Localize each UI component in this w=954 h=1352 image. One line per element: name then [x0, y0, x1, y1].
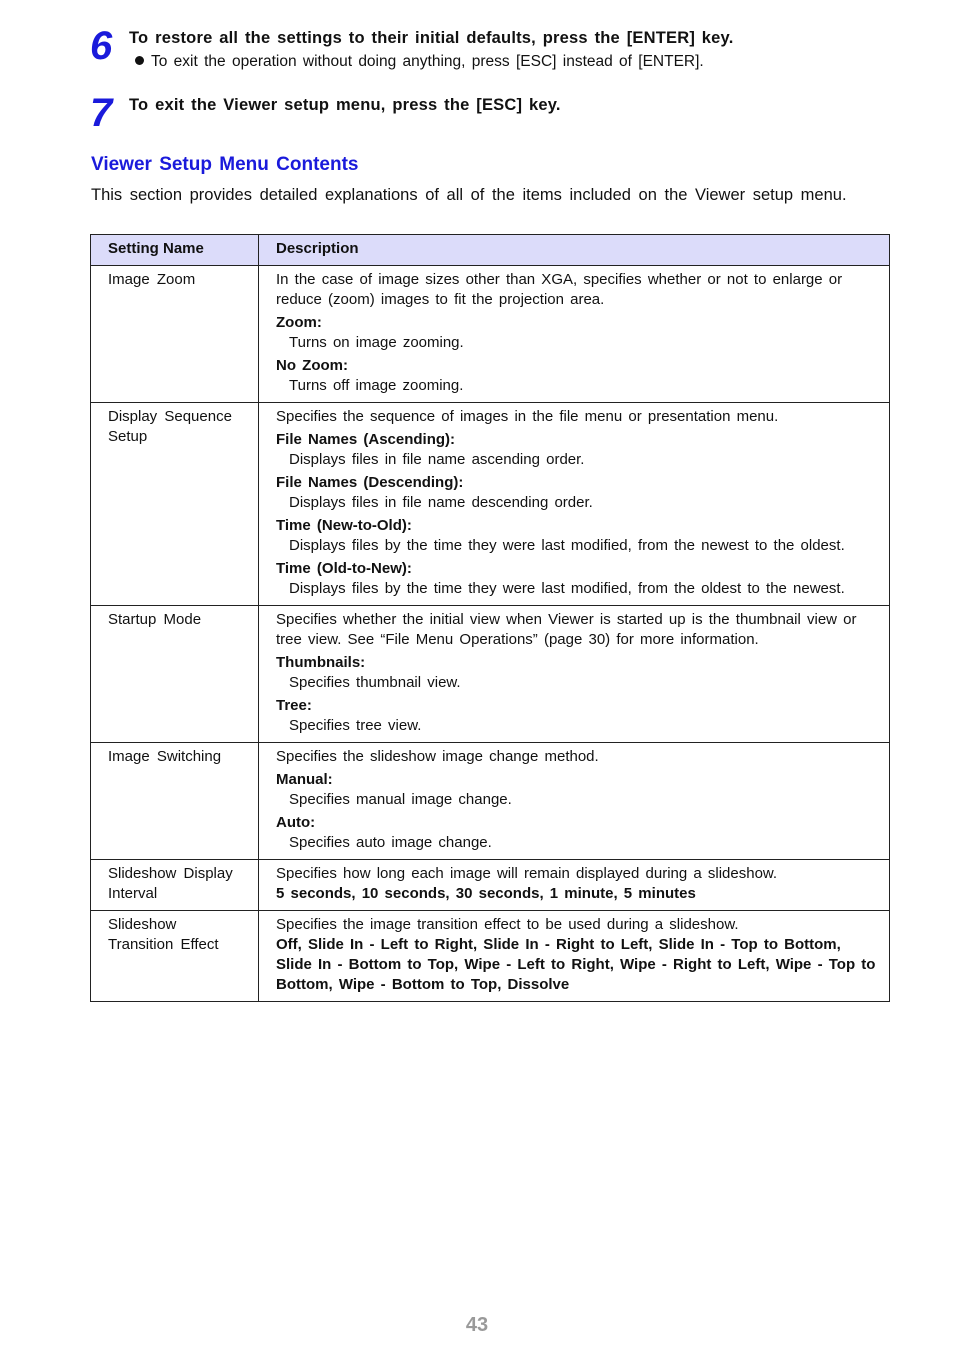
- setting-description: [259, 403, 890, 606]
- option-label: Thumbnails:: [276, 654, 366, 671]
- table-row: [91, 860, 890, 911]
- setting-name: Image Switching: [91, 743, 259, 860]
- settings-table: [90, 234, 890, 1002]
- option-label: Tree:: [276, 697, 312, 714]
- step-number: 6: [90, 24, 113, 68]
- step-instruction: To exit the Viewer setup menu, press the [ESC] key.: [129, 96, 561, 114]
- table-row: [91, 403, 890, 606]
- description-text: Specifies the sequence of images in the file menu or presentation menu.: [276, 408, 779, 425]
- option-text: Displays files by the time they were last modified, from the newest to the oldest.: [289, 537, 845, 554]
- step-bullet-text: To exit the operation without doing anything, press [ESC] instead of [ENTER].: [151, 53, 704, 70]
- setting-name: Slideshow Transition Effect: [91, 911, 259, 1002]
- column-header-description: Description: [259, 235, 890, 266]
- description-text: Specifies whether the initial view when Viewer is started up is the thumbnail view or tree view. See “File Menu Operations” (page 30) for more information.: [276, 611, 857, 648]
- option-text: Displays files in file name ascending order.: [289, 451, 585, 468]
- option-label: No Zoom:: [276, 357, 348, 374]
- description-text: Specifies how long each image will remain displayed during a slideshow.: [276, 865, 778, 882]
- value-list: 5 seconds, 10 seconds, 30 seconds, 1 minute, 5 minutes: [276, 885, 696, 902]
- table-row: [91, 266, 890, 403]
- option-text: Specifies manual image change.: [289, 791, 512, 808]
- bullet-icon: [135, 56, 144, 65]
- step-number: 7: [90, 91, 113, 135]
- option-text: Turns on image zooming.: [289, 334, 464, 351]
- description-text: Specifies the image transition effect to be used during a slideshow.: [276, 916, 739, 933]
- option-label: Auto:: [276, 814, 316, 831]
- option-text: Specifies auto image change.: [289, 834, 492, 851]
- description-text: In the case of image sizes other than XGA, specifies whether or not to enlarge or reduce (zoom) images to fit the projection area.: [276, 271, 843, 308]
- section-intro: This section provides detailed explanations of all of the items included on the Viewer setup menu.: [91, 186, 847, 204]
- option-label: Zoom:: [276, 314, 322, 331]
- option-text: Displays files by the time they were last modified, from the oldest to the newest.: [289, 580, 845, 597]
- setting-description: [259, 266, 890, 403]
- setting-name: Display Sequence Setup: [91, 403, 259, 606]
- option-text: Specifies tree view.: [289, 717, 422, 734]
- table-row: [91, 743, 890, 860]
- option-text: Displays files in file name descending order.: [289, 494, 593, 511]
- table-header-row: [91, 235, 890, 266]
- setting-name: Slideshow Display Interval: [91, 860, 259, 911]
- step-bullet: [135, 52, 704, 72]
- option-text: Turns off image zooming.: [289, 377, 464, 394]
- table-row: [91, 911, 890, 1002]
- option-label: File Names (Descending):: [276, 474, 464, 491]
- option-label: Manual:: [276, 771, 333, 788]
- section-heading: Viewer Setup Menu Contents: [91, 154, 359, 175]
- setting-description: [259, 911, 890, 1002]
- setting-description: [259, 860, 890, 911]
- page-number: 43: [465, 1314, 489, 1336]
- setting-description: [259, 606, 890, 743]
- column-header-setting-name: Setting Name: [91, 235, 259, 266]
- setting-description: [259, 743, 890, 860]
- step-instruction: To restore all the settings to their initial defaults, press the [ENTER] key.: [129, 29, 734, 47]
- option-text: Specifies thumbnail view.: [289, 674, 461, 691]
- option-label: File Names (Ascending):: [276, 431, 456, 448]
- option-label: Time (New-to-Old):: [276, 517, 412, 534]
- setting-name: Startup Mode: [91, 606, 259, 743]
- value-list: Off, Slide In - Left to Right, Slide In - Right to Left, Slide In - Top to Bottom, Slide In - Bottom to Top, Wipe - Left to Right, Wipe - Right to Left, Wipe - Top to Bottom, Wipe - Bottom to Top, Dissolve: [276, 936, 876, 993]
- description-text: Specifies the slideshow image change method.: [276, 748, 599, 765]
- option-label: Time (Old-to-New):: [276, 560, 412, 577]
- step-6: [90, 26, 860, 86]
- step-7: [90, 93, 860, 133]
- table-row: [91, 606, 890, 743]
- setting-name: Image Zoom: [91, 266, 259, 403]
